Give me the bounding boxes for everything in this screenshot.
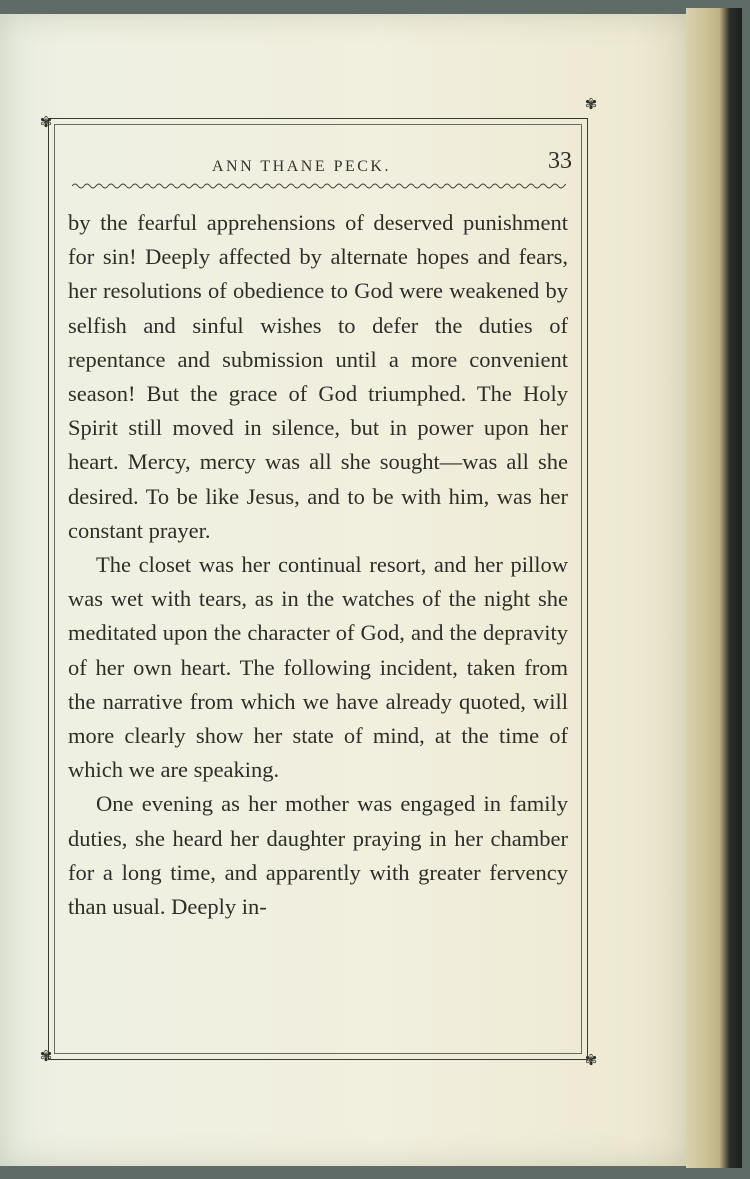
book-spine-edge <box>686 8 742 1168</box>
corner-ornament-top-left-icon: ✾ <box>39 113 53 131</box>
page-number: 33 <box>548 148 572 174</box>
paragraph-1: by the fearful apprehensions of deserved punishment for sin! Deeply affected by alternate hopes and fears, her resolutions of obedience to God were weakened by selfish and sinful wishes to defer the duties of repentance and submission until a more convenient season! But the grace of God triumphed. The Holy Spirit still moved in silence, but in power upon her heart. Mercy, mercy was all she sought—was all she desired. To be like Jesus, and to be with him, was her constant prayer. <box>68 210 568 543</box>
corner-ornament-bottom-left-icon: ✾ <box>39 1047 53 1065</box>
body-text <box>68 206 568 924</box>
paragraph-2: The closet was her continual resort, and her pillow was wet with tears, as in the watches of the night she meditated upon the character of God, and the depravity of her own heart. The following incident, taken from the narrative from which we have already quoted, will more clearly show her state of mind, at the time of which we are speaking. <box>68 552 568 783</box>
wavy-rule-divider <box>72 180 566 192</box>
corner-ornament-top-right-icon: ✾ <box>584 95 598 113</box>
corner-ornament-bottom-right-icon: ✾ <box>584 1051 598 1069</box>
running-head <box>72 148 572 178</box>
running-title: ANN THANE PECK. <box>212 158 391 175</box>
paragraph-3: One evening as her mother was engaged in family duties, she heard her daughter praying in her chamber for a long time, and apparently with greater fervency than usual. Deeply in- <box>68 791 568 920</box>
